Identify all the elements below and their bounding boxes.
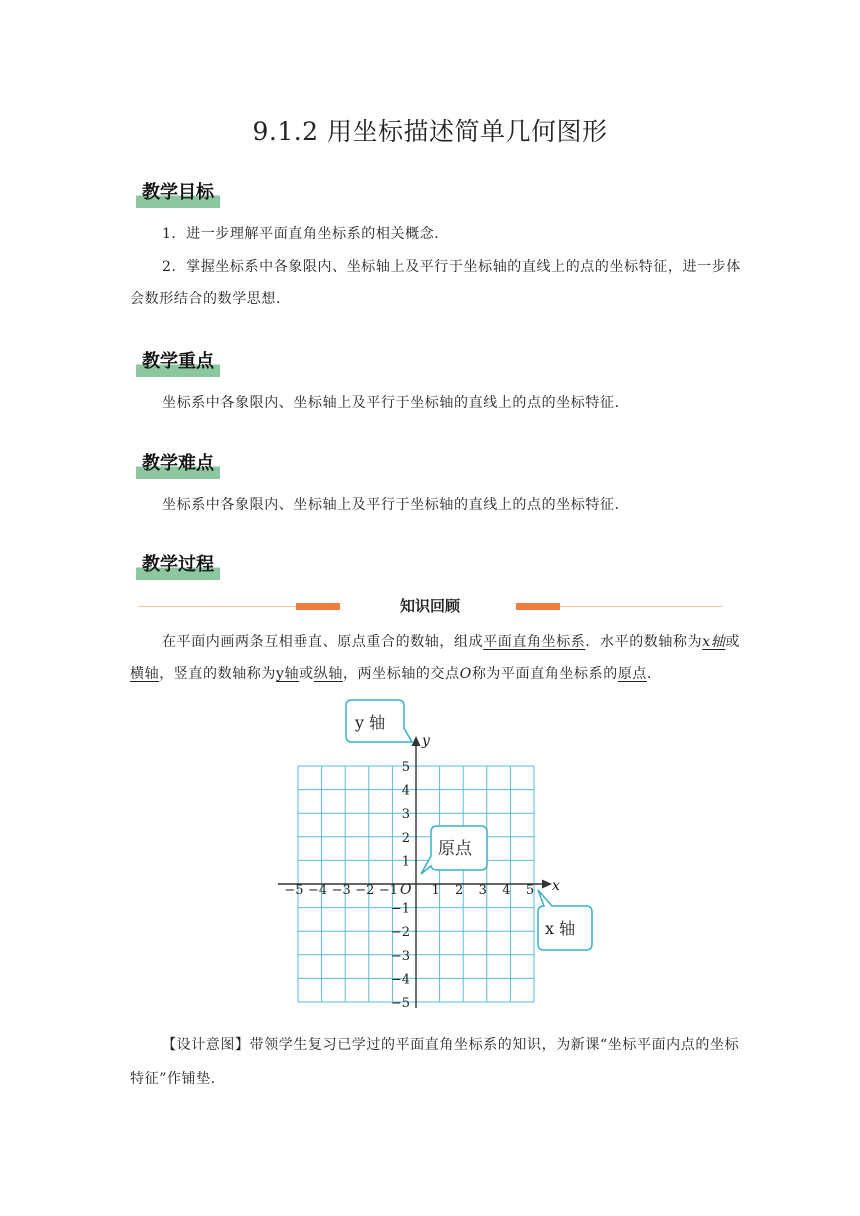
x-tick-label: −2 (355, 883, 375, 898)
callout-y-axis (346, 700, 412, 742)
x-tick-label: 5 (525, 883, 535, 898)
callout-origin (421, 826, 487, 874)
review-text: 称为平面直角坐标系的 (471, 666, 618, 682)
x-tick-label: 1 (431, 883, 440, 898)
difficulties-text: 坐标系中各象限内、坐标轴上及平行于坐标轴的直线上的点的坐标特征． (162, 497, 630, 513)
x-axis-label: x (552, 878, 560, 894)
x-tick-label: 3 (478, 883, 487, 898)
design-intent-text: 带领学生复习已学过的平面直角坐标系的知识，为新课“坐标平面内点的坐标特征”作铺垫． (130, 1037, 740, 1087)
y-axis-arrow (412, 736, 421, 746)
review-text: ． (647, 666, 662, 682)
term-y-axis: y轴 (276, 666, 300, 682)
x-tick-label: −3 (331, 883, 351, 898)
callout-x-axis-text: x 轴 (545, 919, 576, 938)
x-tick-label: −1 (378, 883, 398, 898)
term-horizontal-axis: 横轴 (130, 666, 160, 682)
x-tick-label: 4 (502, 883, 511, 898)
y-tick-label: −2 (390, 925, 410, 941)
x-tick-label: 2 (455, 883, 464, 898)
review-text: 或 (725, 634, 740, 650)
section-heading-key-points: 教学重点 (136, 347, 220, 377)
term-x-axis: x轴 (702, 634, 726, 650)
callout-x-axis (538, 890, 592, 950)
subheading-review: 知识回顾 (399, 597, 460, 615)
y-tick-label: −5 (390, 996, 410, 1011)
y-tick-label: 5 (401, 760, 410, 775)
y-tick-label: 2 (401, 830, 410, 846)
design-intent-label: 【设计意图】 (162, 1037, 250, 1053)
objective-item-2: 2．掌握坐标系中各象限内、坐标轴上及平行于坐标轴的直线上的点的坐标特征，进一步体会数形结合的数学思想． (130, 259, 741, 307)
x-tick-label: −5 (284, 883, 304, 898)
y-tick-label: −3 (390, 948, 410, 964)
page-title: 9.1.2 用坐标描述简单几何图形 (252, 117, 608, 146)
review-text: ．水平的数轴称为 (585, 634, 703, 650)
term-origin: 原点 (617, 666, 648, 682)
section-heading-objectives: 教学目标 (136, 178, 220, 208)
y-tick-label: 3 (401, 807, 410, 823)
term-vertical-axis: 纵轴 (313, 666, 343, 682)
section-heading-process: 教学过程 (136, 550, 220, 580)
review-text: 或 (299, 666, 314, 682)
origin-symbol: O (459, 666, 472, 682)
review-text: 在平面内画两条互相垂直、原点重合的数轴，组成 (162, 634, 484, 650)
x-tick-label: −4 (308, 883, 328, 898)
y-axis-label: y (422, 733, 430, 749)
review-text: ，两坐标轴的交点 (342, 666, 460, 682)
origin-label: O (400, 882, 412, 898)
y-tick-label: −4 (390, 972, 410, 988)
callout-y-axis-text: y 轴 (355, 713, 386, 732)
y-tick-label: −1 (390, 901, 410, 917)
design-intent-paragraph (130, 1028, 742, 1096)
objective-item-1: 1．进一步理解平面直角坐标系的相关概念． (162, 226, 449, 242)
key-points-text: 坐标系中各象限内、坐标轴上及平行于坐标轴的直线上的点的坐标特征． (162, 395, 630, 411)
term-coordinate-plane: 平面直角坐标系 (483, 634, 586, 650)
section-heading-difficulties: 教学难点 (136, 449, 220, 479)
y-tick-label: 1 (401, 854, 410, 870)
y-tick-label: 4 (401, 783, 410, 799)
callout-origin-text: 原点 (438, 839, 472, 859)
x-axis-arrow (542, 880, 552, 889)
review-text: ，竖直的数轴称为 (159, 666, 277, 682)
